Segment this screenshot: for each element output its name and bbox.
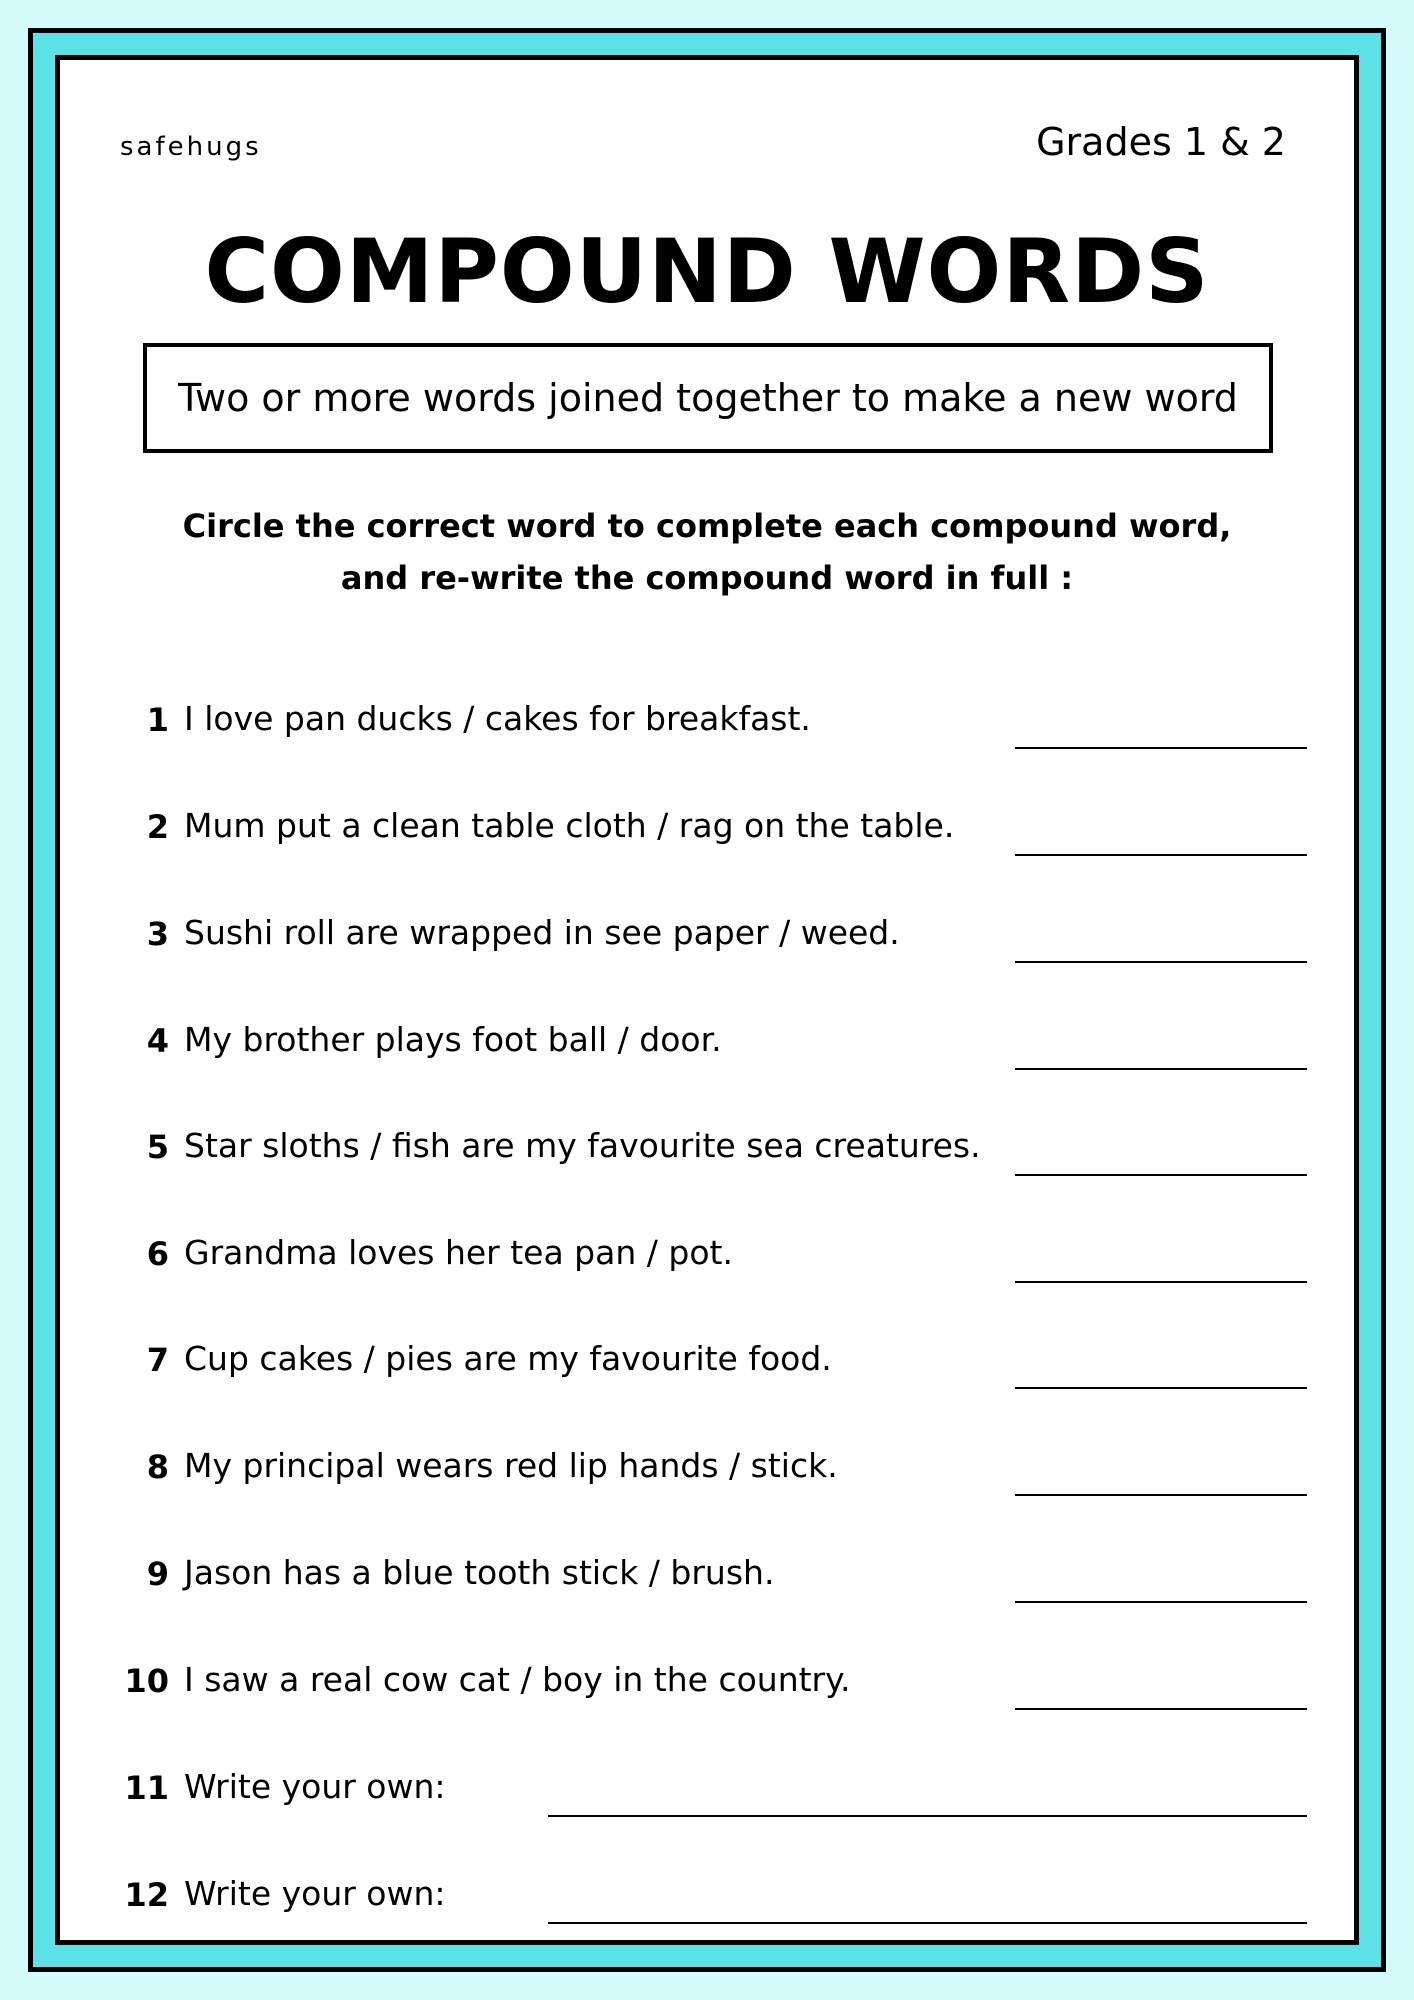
question-number: 5 (146, 1128, 169, 1166)
question-row (60, 1763, 1354, 1823)
question-number: 3 (146, 915, 169, 953)
question-row (60, 695, 1354, 755)
brand-logo-text: safehugs (120, 132, 262, 162)
grade-level: Grades 1 & 2 (1036, 120, 1286, 164)
worksheet-page (55, 55, 1359, 1945)
question-row (60, 1335, 1354, 1395)
question-row (60, 909, 1354, 969)
answer-line[interactable] (1015, 961, 1307, 963)
question-text: Jason has a blue tooth stick / brush. (184, 1553, 775, 1592)
answer-line[interactable] (1015, 1708, 1307, 1710)
question-number: 6 (146, 1235, 169, 1273)
question-number: 4 (146, 1022, 169, 1060)
answer-line[interactable] (1015, 1174, 1307, 1176)
question-text: Cup cakes / pies are my favourite food. (184, 1339, 832, 1378)
instructions-line-1: Circle the correct word to complete each compound word, (182, 507, 1232, 545)
question-row (60, 1549, 1354, 1609)
question-number: 9 (146, 1555, 169, 1593)
outer-frame (28, 28, 1386, 1972)
instructions-line-2: and re-write the compound word in full : (340, 559, 1074, 597)
question-text: Star sloths / fish are my favourite sea creatures. (184, 1126, 981, 1165)
question-text: My principal wears red lip hands / stick. (184, 1446, 838, 1485)
question-row (60, 1122, 1354, 1182)
answer-line[interactable] (1015, 854, 1307, 856)
answer-line[interactable] (1015, 1387, 1307, 1389)
question-text: My brother plays foot ball / door. (184, 1020, 722, 1059)
question-text: Mum put a clean table cloth / rag on the table. (184, 806, 955, 845)
question-row (60, 1016, 1354, 1076)
question-number: 10 (124, 1662, 169, 1700)
question-row (60, 1442, 1354, 1502)
page-title: COMPOUND WORDS (204, 220, 1210, 323)
question-number: 8 (146, 1448, 169, 1486)
answer-line[interactable] (1015, 1281, 1307, 1283)
question-text: I love pan ducks / cakes for breakfast. (184, 699, 811, 738)
question-row (60, 802, 1354, 862)
question-row (60, 1229, 1354, 1289)
question-number: 7 (146, 1341, 169, 1379)
question-text: I saw a real cow cat / boy in the country. (184, 1660, 851, 1699)
question-text: Write your own: (184, 1874, 446, 1913)
answer-line[interactable] (1015, 1494, 1307, 1496)
instructions (60, 500, 1354, 604)
definition-text: Two or more words joined together to make a new word (178, 376, 1238, 420)
question-text: Sushi roll are wrapped in see paper / weed. (184, 913, 900, 952)
question-text: Grandma loves her tea pan / pot. (184, 1233, 733, 1272)
definition-box (143, 343, 1273, 453)
question-number: 2 (146, 808, 169, 846)
question-text: Write your own: (184, 1767, 446, 1806)
question-number: 11 (124, 1769, 169, 1807)
answer-line[interactable] (1015, 747, 1307, 749)
answer-line-long[interactable] (548, 1922, 1307, 1924)
question-row (60, 1870, 1354, 1930)
question-number: 1 (146, 701, 169, 739)
question-number: 12 (124, 1876, 169, 1914)
answer-line-long[interactable] (548, 1815, 1307, 1817)
answer-line[interactable] (1015, 1601, 1307, 1603)
answer-line[interactable] (1015, 1068, 1307, 1070)
question-row (60, 1656, 1354, 1716)
